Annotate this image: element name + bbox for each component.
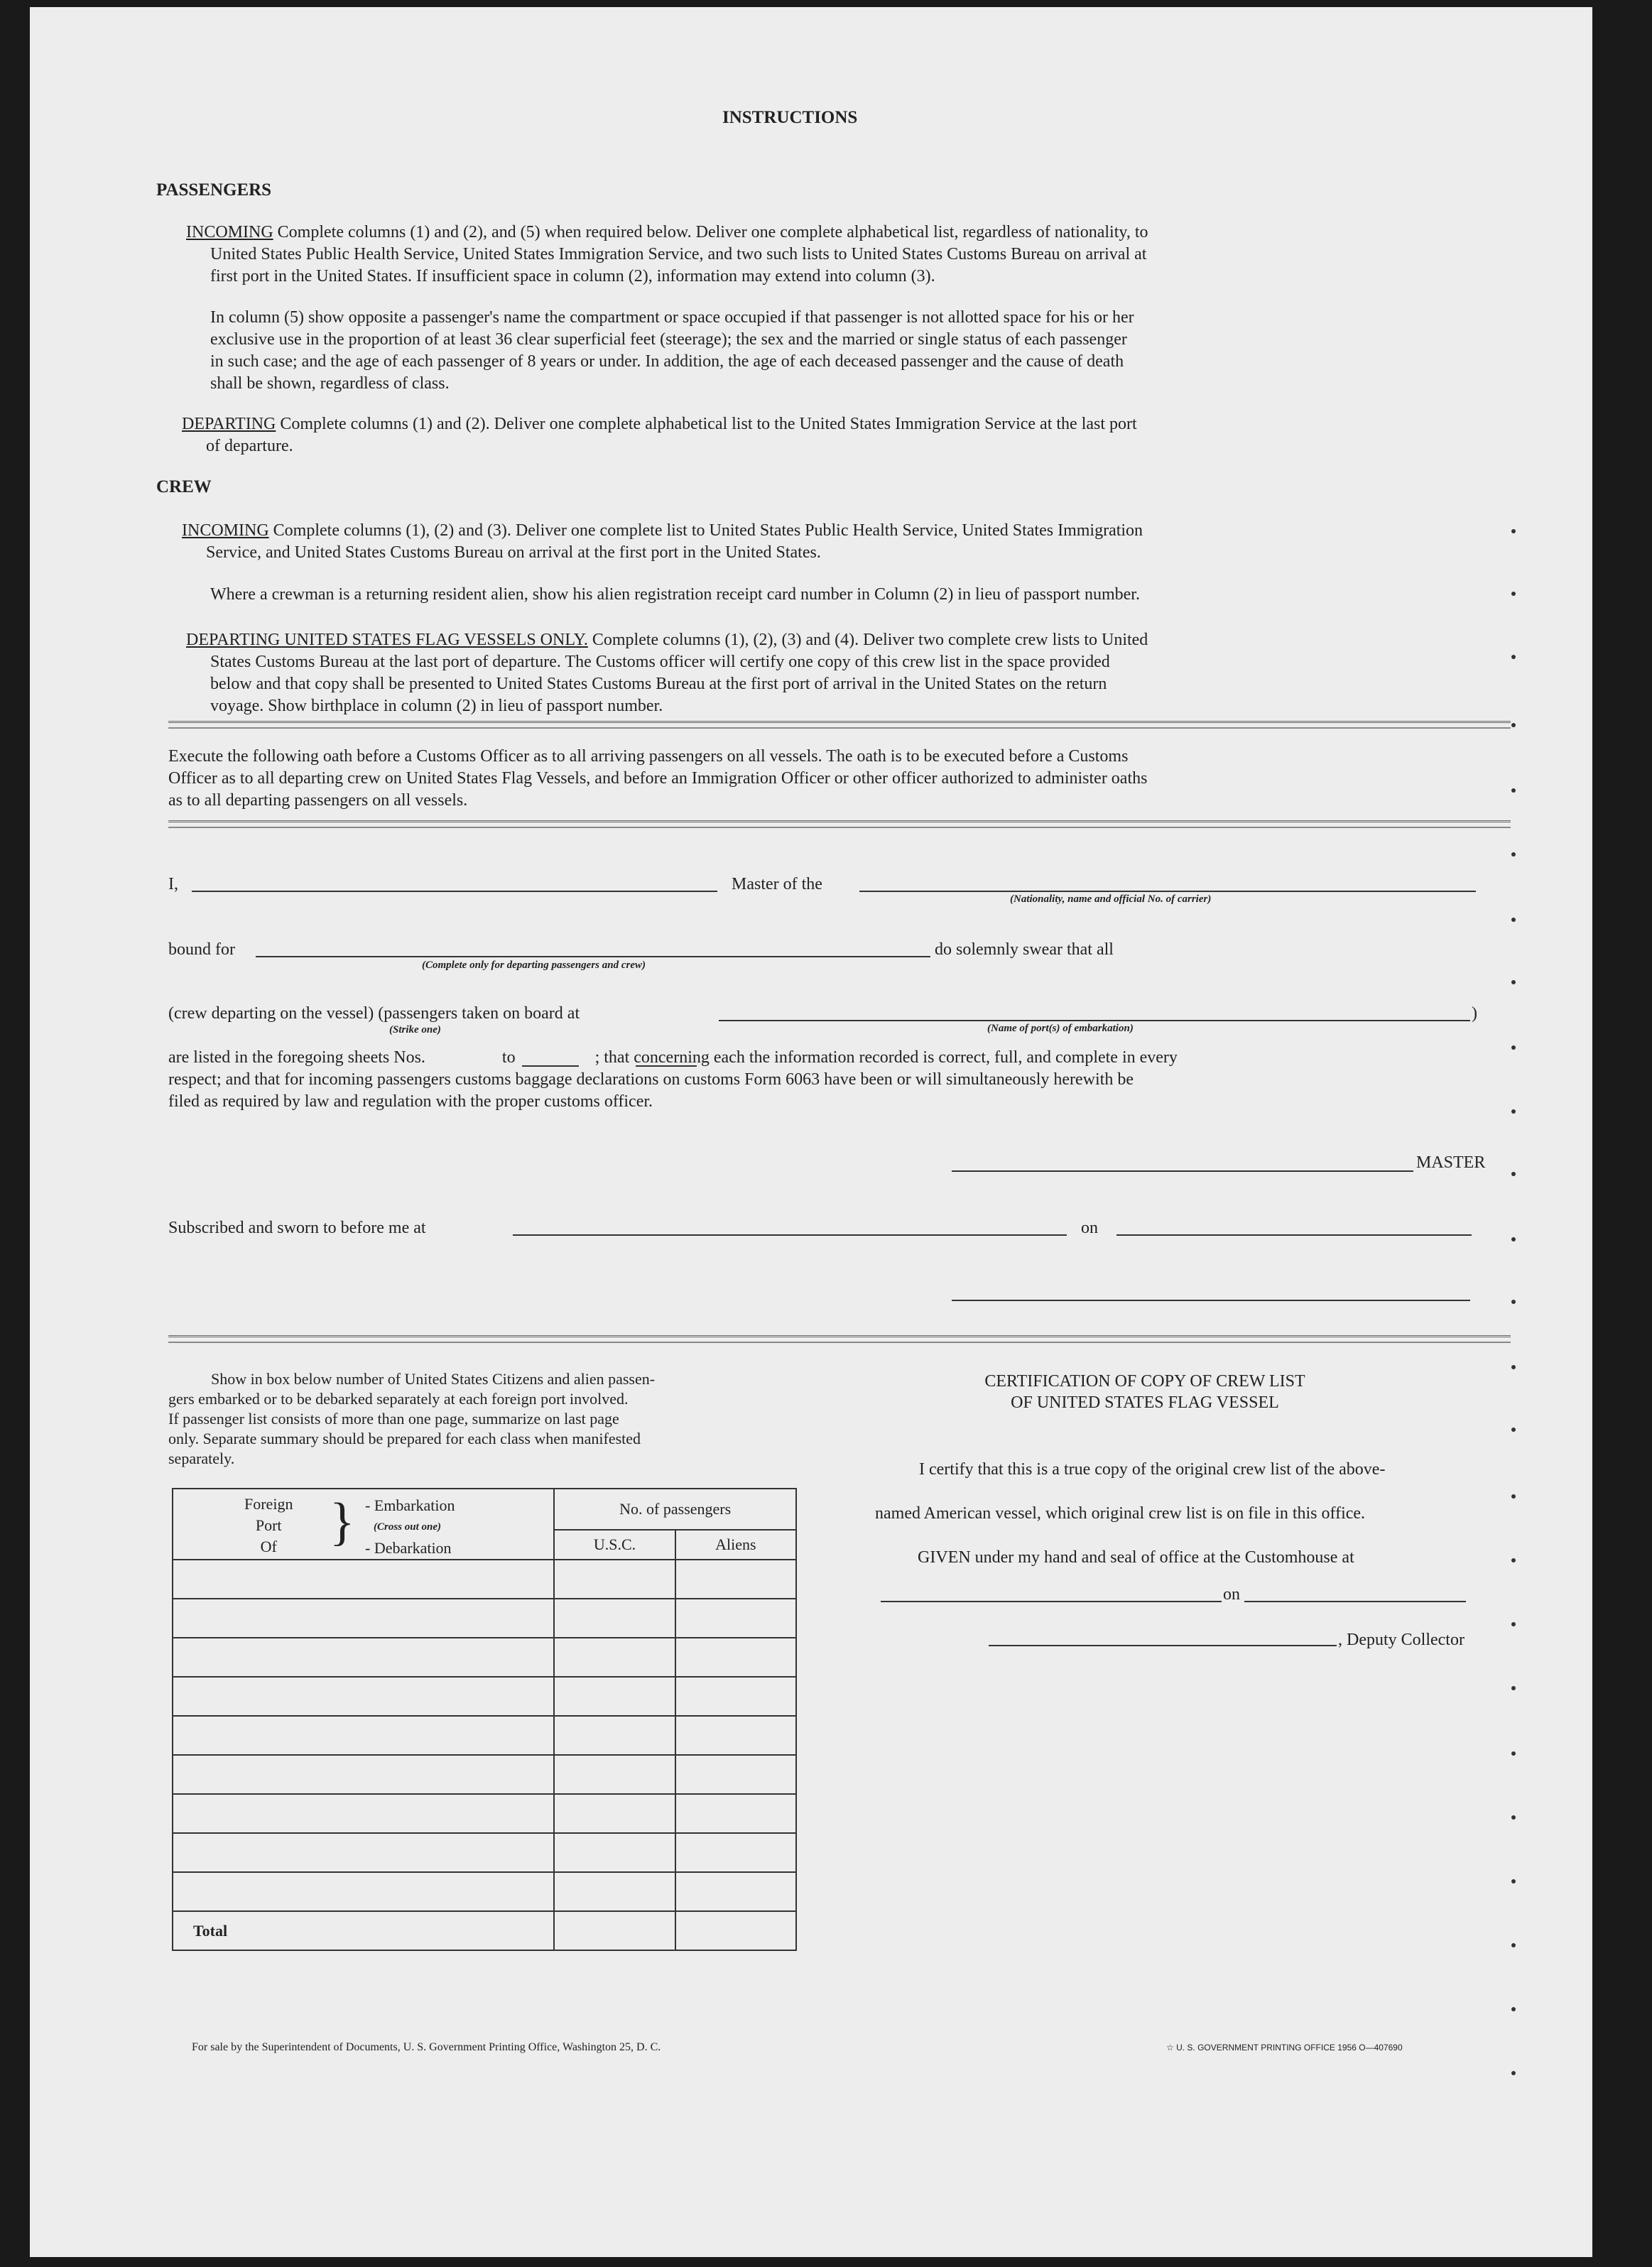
on-label: on [1081, 1219, 1098, 1237]
table-header-row [173, 1489, 796, 1530]
aliens-header: Aliens [675, 1530, 796, 1560]
certification-heading [854, 1371, 1436, 1413]
aliens-cell[interactable] [675, 1794, 796, 1833]
margin-dot [1511, 1237, 1516, 1241]
port-cell[interactable] [173, 1560, 554, 1599]
usc-cell[interactable] [554, 1599, 675, 1638]
section-divider [168, 820, 1511, 828]
margin-dot [1511, 1943, 1516, 1947]
margin-dot [1511, 1428, 1516, 1432]
aliens-cell[interactable] [675, 1560, 796, 1599]
port-cell[interactable] [173, 1794, 554, 1833]
oath-intro-line: as to all departing passengers on all vessels. [168, 791, 468, 810]
crew-departing-label: (crew departing on the vessel) (passengers taken on board at [168, 1004, 580, 1023]
table-row [173, 1872, 796, 1911]
close-paren: ) [1472, 1004, 1477, 1023]
passengers-departing-line: Complete columns (1) and (2). Deliver one complete alphabetical list to the United States Immigration Service at the last port [280, 415, 1137, 433]
passengers-incoming-line: first port in the United States. If insufficient space in column (2), information may extend into column (3). [210, 267, 935, 286]
certification-heading-line: OF UNITED STATES FLAG VESSEL [1011, 1393, 1279, 1412]
of-label: Of [260, 1538, 277, 1555]
port-cell[interactable] [173, 1716, 554, 1755]
brace-icon: } [330, 1493, 355, 1551]
margin-dot [1511, 1686, 1516, 1690]
column5-line: In column (5) show opposite a passenger's name the compartment or space occupied if that passenger is not allotted space for his or her [210, 308, 1134, 327]
summary-intro-line: separately. [168, 1450, 235, 1467]
foreign-port-of [244, 1494, 293, 1557]
swear-label: do solemnly swear that all [935, 940, 1114, 959]
no-of-passengers-header: No. of passengers [554, 1489, 796, 1530]
page-title: INSTRUCTIONS [722, 108, 858, 127]
master-name-field[interactable] [192, 891, 717, 892]
table-row [173, 1833, 796, 1872]
usc-cell[interactable] [554, 1833, 675, 1872]
margin-dot [1511, 1879, 1516, 1883]
table-row [173, 1677, 796, 1716]
margin-dot [1511, 1172, 1516, 1176]
oath-i-label: I, [168, 875, 178, 893]
crew-incoming-line: Complete columns (1), (2) and (3). Deliver one complete list to United States Public Health Service, United States Immigration [273, 521, 1143, 540]
margin-dot [1511, 655, 1516, 659]
margin-dot [1511, 1622, 1516, 1626]
usc-cell[interactable] [554, 1677, 675, 1716]
oath-intro [168, 746, 1147, 812]
port-cell[interactable] [173, 1755, 554, 1794]
form-page [30, 7, 1592, 2257]
margin-dot [1511, 592, 1516, 596]
master-of-the-label: Master of the [732, 875, 822, 893]
cert-on-label: on [1223, 1585, 1240, 1604]
summary-intro-line: If passenger list consists of more than one page, summarize on last page [168, 1410, 619, 1428]
margin-dot [1511, 2007, 1516, 2011]
passengers-column5-block [210, 307, 1134, 395]
debarkation-label[interactable]: - Debarkation [365, 1539, 452, 1557]
usc-cell[interactable] [554, 1560, 675, 1599]
oath-intro-line: Officer as to all departing crew on United States Flag Vessels, and before an Immigration Officer or other officer authorized to administer oaths [168, 769, 1148, 788]
summary-intro-line: only. Separate summary should be prepared for each class when manifested [168, 1430, 641, 1447]
listed-to: to [501, 1048, 516, 1067]
certification-heading-line: CERTIFICATION OF COPY OF CREW LIST [984, 1372, 1305, 1391]
table-row [173, 1599, 796, 1638]
margin-dot [1511, 1109, 1516, 1114]
carrier-field[interactable] [859, 891, 1476, 892]
margin-dot [1511, 1558, 1516, 1562]
crew-departing-block [186, 629, 1148, 717]
margin-dot [1511, 1815, 1516, 1820]
listed-block [168, 1047, 1518, 1113]
table-row [173, 1638, 796, 1677]
margin-dot [1511, 918, 1516, 922]
sheet-from-field[interactable] [522, 1065, 579, 1067]
margin-dot [1511, 980, 1516, 984]
passengers-incoming-line: United States Public Health Service, United States Immigration Service, and two such lists to United States Customs Bureau on arrival at [210, 245, 1147, 263]
margin-dot [1511, 852, 1516, 857]
total-aliens-cell[interactable] [675, 1911, 796, 1950]
crew-departing-line: below and that copy shall be presented to United States Customs Bureau at the first port of arrival in the United States on the return [210, 675, 1107, 693]
aliens-cell[interactable] [675, 1599, 796, 1638]
sworn-date-field[interactable] [1116, 1234, 1472, 1236]
port-cell[interactable] [173, 1599, 554, 1638]
margin-dot [1511, 788, 1516, 793]
port-cell[interactable] [173, 1638, 554, 1677]
port-note: (Name of port(s) of embarkation) [987, 1023, 1134, 1034]
oath-intro-line: Execute the following oath before a Customs Officer as to all arriving passengers on all vessels. The oath is to be executed before a Customs [168, 747, 1129, 766]
port-cell[interactable] [173, 1872, 554, 1911]
column5-line: shall be shown, regardless of class. [210, 374, 450, 393]
margin-dot [1511, 529, 1516, 533]
embark-debark [365, 1495, 455, 1559]
passengers-incoming-block [186, 222, 1148, 288]
usc-cell[interactable] [554, 1872, 675, 1911]
crew-heading: CREW [156, 477, 212, 496]
sworn-place-field[interactable] [513, 1234, 1067, 1236]
section-divider [168, 1335, 1511, 1343]
listed-text: respect; and that for incoming passengers customs baggage declarations on customs Form 6063 have been or will simultaneously herewith be [168, 1070, 1134, 1089]
usc-cell[interactable] [554, 1716, 675, 1755]
margin-dot [1511, 1494, 1516, 1499]
port-cell[interactable] [173, 1677, 554, 1716]
usc-cell[interactable] [554, 1755, 675, 1794]
bound-for-label: bound for [168, 940, 235, 959]
passenger-summary-table [172, 1488, 797, 1951]
listed-text: filed as required by law and regulation with the proper customs officer. [168, 1092, 653, 1111]
sale-note: For sale by the Superintendent of Documents, U. S. Government Printing Office, Washington 25, D. C. [192, 2041, 661, 2053]
usc-header: U.S.C. [554, 1530, 675, 1560]
table-row [173, 1716, 796, 1755]
master-signature-field[interactable] [952, 1170, 1413, 1172]
crew-departing-label: DEPARTING UNITED STATES FLAG VESSELS ONLY. [186, 631, 588, 649]
aliens-cell[interactable] [675, 1755, 796, 1794]
gpo-note: ☆ U. S. GOVERNMENT PRINTING OFFICE 1956 O—407690 [1166, 2043, 1403, 2053]
margin-dot [1511, 723, 1516, 727]
cert-date-field[interactable] [1244, 1601, 1466, 1602]
summary-intro-line: Show in box below number of United States Citizens and alien passen- [211, 1370, 656, 1388]
port-cell[interactable] [173, 1833, 554, 1872]
margin-dot [1511, 1751, 1516, 1756]
foreign-label: Foreign [244, 1495, 293, 1513]
aliens-cell[interactable] [675, 1638, 796, 1677]
aliens-cell[interactable] [675, 1872, 796, 1911]
margin-dot [1511, 1365, 1516, 1369]
customhouse-field[interactable] [881, 1601, 1222, 1602]
certify-line: I certify that this is a true copy of the original crew list of the above- [919, 1460, 1386, 1479]
total-label: Total [173, 1911, 554, 1950]
strike-one-note: (Strike one) [389, 1024, 441, 1035]
passengers-departing-line: of departure. [206, 437, 293, 455]
usc-cell[interactable] [554, 1638, 675, 1677]
summary-intro [168, 1369, 822, 1469]
passengers-incoming-line: Complete columns (1) and (2), and (5) when required below. Deliver one complete alphabetical list, regardless of nationality, to [277, 223, 1148, 241]
deputy-signature-field[interactable] [989, 1645, 1337, 1646]
aliens-cell[interactable] [675, 1833, 796, 1872]
passengers-departing-label: DEPARTING [182, 415, 276, 433]
passengers-departing-block [182, 413, 1137, 457]
carrier-note: (Nationality, name and official No. of carrier) [1010, 893, 1212, 905]
summary-intro-line: gers embarked or to be debarked separately at each foreign port involved. [168, 1390, 629, 1408]
crew-departing-line: States Customs Bureau at the last port of departure. The Customs officer will certify one copy of this crew list in the space provided [210, 653, 1110, 671]
foreign-port-header [173, 1489, 554, 1560]
crew-departing-line: voyage. Show birthplace in column (2) in lieu of passport number. [210, 697, 663, 715]
column5-line: in such case; and the age of each passenger of 8 years or under. In addition, the age of each deceased passenger and the cause of death [210, 352, 1124, 371]
margin-dot [1511, 1045, 1516, 1050]
column5-line: exclusive use in the proportion of at least 36 clear superficial feet (steerage); the sex and the married or single status of each passenger [210, 330, 1127, 349]
section-divider [168, 721, 1511, 729]
margin-dot [1511, 1300, 1516, 1304]
sheet-to-field[interactable] [636, 1065, 697, 1067]
table-row [173, 1794, 796, 1833]
cross-out-note: (Cross out one) [374, 1521, 442, 1533]
crew-incoming-line: Service, and United States Customs Bureau on arrival at the first port in the United States. [206, 543, 821, 562]
listed-text: are listed in the foregoing sheets Nos. [168, 1048, 425, 1067]
margin-dot [1511, 2071, 1516, 2075]
crew-returning-line: Where a crewman is a returning resident alien, show his alien registration receipt card number in Column (2) in lieu of passport number. [210, 585, 1140, 604]
embarkation-label[interactable]: - Embarkation [365, 1496, 455, 1514]
certify-line: named American vessel, which original crew list is on file in this office. [875, 1504, 1366, 1523]
officer-signature-field[interactable] [952, 1300, 1470, 1301]
port-of-embarkation-field[interactable] [719, 1020, 1470, 1021]
aliens-cell[interactable] [675, 1677, 796, 1716]
crew-incoming-label: INCOMING [182, 521, 269, 540]
usc-cell[interactable] [554, 1794, 675, 1833]
table-row [173, 1560, 796, 1599]
bound-for-field[interactable] [256, 956, 930, 957]
given-line: GIVEN under my hand and seal of office at the Customhouse at [918, 1548, 1354, 1567]
listed-text: ; that concerning each the information recorded is correct, full, and complete in every [594, 1048, 1178, 1067]
master-label: MASTER [1416, 1153, 1486, 1172]
deputy-collector-label: , Deputy Collector [1338, 1631, 1464, 1649]
crew-incoming-block [182, 520, 1143, 564]
port-label: Port [255, 1516, 282, 1534]
crew-departing-line: Complete columns (1), (2), (3) and (4). Deliver two complete crew lists to United [592, 631, 1148, 649]
total-row [173, 1911, 796, 1950]
passengers-incoming-label: INCOMING [186, 223, 273, 241]
total-usc-cell[interactable] [554, 1911, 675, 1950]
table-row [173, 1755, 796, 1794]
bound-for-note: (Complete only for departing passengers and crew) [422, 959, 646, 971]
aliens-cell[interactable] [675, 1716, 796, 1755]
subscribed-label: Subscribed and sworn to before me at [168, 1219, 426, 1237]
passengers-heading: PASSENGERS [156, 180, 272, 200]
